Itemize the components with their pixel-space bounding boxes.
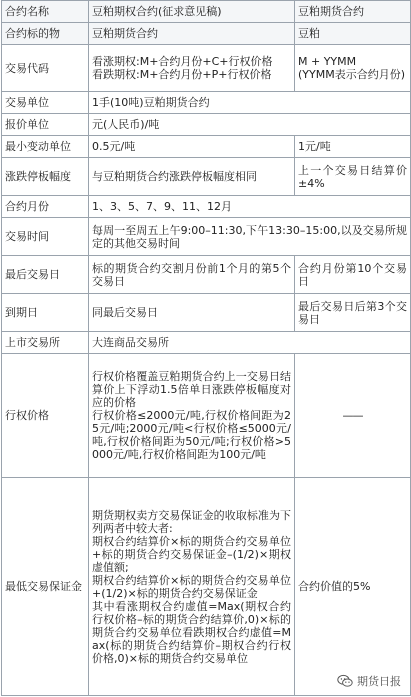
shared-cell: 每周一至周五上午9:00–11:30,下午13:30–15:00,以及交易所规定的其他交易时间 [89,218,411,256]
table-row [2,478,411,696]
table-row [2,158,411,196]
row-label: 到期日 [2,294,89,332]
futures-cell: 合约月份第10个交易日 [295,256,411,294]
row-label: 行权价格 [2,354,89,478]
option-cell: 期货期权卖方交易保证金的收取标准为下列两者中较大者: 期权合约结算价×标的期货合约交易单位+标的期货合约交易保证金–(1/2)×期权虚值额; 期权合约结算价×标的期货合约交易单位+(1/2)×标的期货合约交易保证金 其中看涨期权合约虚值=Max(期权合约行权价格–标的期货合约结算价,0)×标的期货合约交易单位看跌期权合约虚值=Max(标的期货合约结算价–期权合约行权价格,0)×标的期货合约交易单位 [89,478,295,696]
row-label: 上市交易所 [2,332,89,354]
shared-cell: 1手(10吨)豆粕期货合约 [89,92,411,114]
option-cell: 与豆粕期货合约涨跌停板幅度相同 [89,158,295,196]
shared-cell: 元(人民币)/吨 [89,114,411,136]
table-row [2,136,411,158]
row-label: 最后交易日 [2,256,89,294]
futures-cell: 豆粕 [295,23,411,45]
row-label: 合约标的物 [2,23,89,45]
table-header-row [2,1,411,23]
contract-comparison-table [1,0,411,696]
row-label: 交易代码 [2,45,89,92]
table-row [2,332,411,354]
row-label: 最低交易保证金 [2,478,89,696]
row-label: 报价单位 [2,114,89,136]
futures-cell: 上一个交易日结算价±4% [295,158,411,196]
table-row [2,294,411,332]
row-label: 交易时间 [2,218,89,256]
row-label: 交易单位 [2,92,89,114]
wechat-icon [337,674,353,688]
shared-cell: 1、3、5、7、9、11、12月 [89,196,411,218]
option-cell: 看涨期权:M+合约月份+C+行权价格 看跌期权:M+合约月份+P+行权价格 [89,45,295,92]
table-row [2,92,411,114]
watermark [337,673,401,689]
futures-cell: 合约价值的5% [295,478,411,696]
watermark-label: 期货日报 [357,675,401,688]
option-cell: 0.5元/吨 [89,136,295,158]
table-row [2,114,411,136]
option-cell: 同最后交易日 [89,294,295,332]
header-option-contract: 豆粕期权合约(征求意见稿) [89,1,295,23]
table-row [2,45,411,92]
contract-comparison-sheet [1,0,410,696]
table-row [2,256,411,294]
table-row [2,354,411,478]
shared-cell: 大连商品交易所 [89,332,411,354]
futures-cell: 最后交易日后第3个交易日 [295,294,411,332]
option-cell: 豆粕期货合约 [89,23,295,45]
row-label: 涨跌停板幅度 [2,158,89,196]
header-futures-contract: 豆粕期货合约 [295,1,411,23]
futures-cell: 1元/吨 [295,136,411,158]
futures-cell: M + YYMM (YYMM表示合约月份) [295,45,411,92]
futures-cell: —— [295,354,411,478]
table-row [2,196,411,218]
table-row [2,23,411,45]
option-cell: 行权价格覆盖豆粕期货合约上一交易日结算价上下浮动1.5倍单日涨跌停板幅度对应的价格 行权价格≤2000元/吨,行权价格间距为25元/吨;2000元/吨<行权价格≤5000元/吨,行权价格间距为50元/吨;行权价格>5000元/吨,行权价格间距为100元/吨 [89,354,295,478]
table-row [2,218,411,256]
row-label: 合约月份 [2,196,89,218]
header-contract-name: 合约名称 [2,1,89,23]
row-label: 最小变动单位 [2,136,89,158]
option-cell: 标的期货合约交割月份前1个月的第5个交易日 [89,256,295,294]
